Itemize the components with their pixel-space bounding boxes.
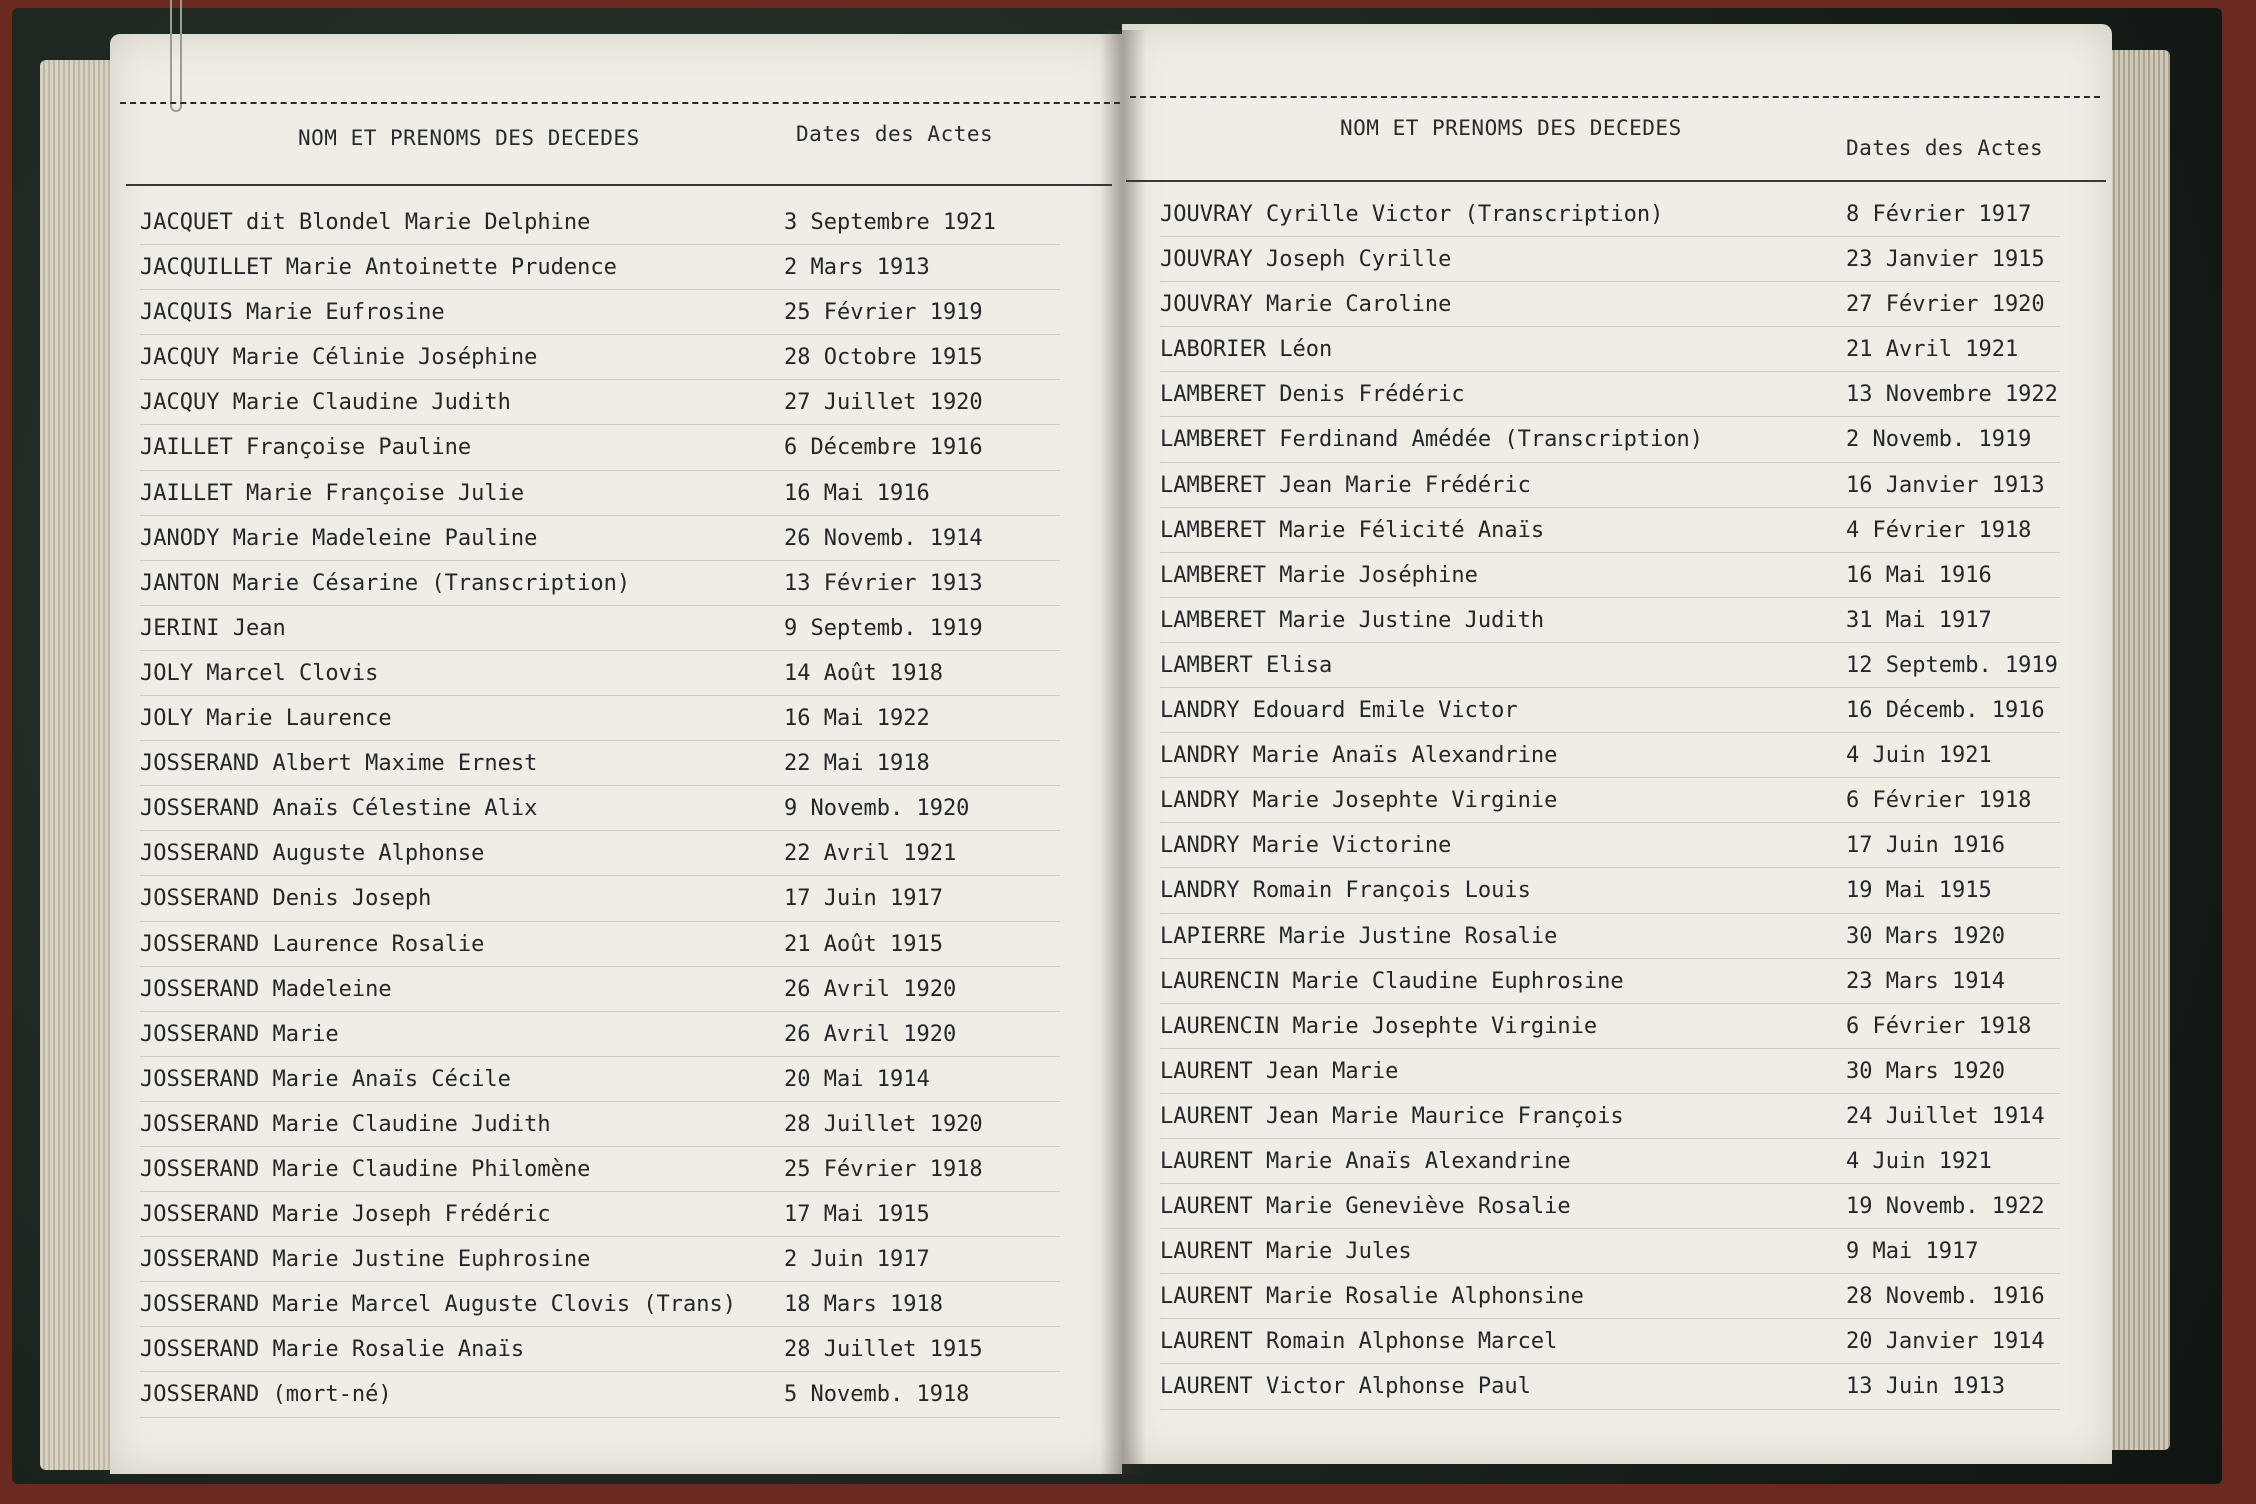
deceased-name: JOSSERAND Madeleine xyxy=(140,976,392,1002)
deceased-name: JANTON Marie Césarine (Transcription) xyxy=(140,570,631,596)
act-date: 27 Juillet 1920 xyxy=(784,390,983,416)
register-entry xyxy=(140,516,1060,561)
right-header-date: Dates des Actes xyxy=(1846,136,2044,160)
register-entry xyxy=(1160,192,2060,237)
act-date: 31 Mai 1917 xyxy=(1846,607,1992,633)
deceased-name: JOSSERAND Marie Marcel Auguste Clovis (Trans) xyxy=(140,1292,737,1318)
deceased-name: JACQUET dit Blondel Marie Delphine xyxy=(140,210,591,235)
act-date: 9 Mai 1917 xyxy=(1846,1239,1979,1265)
left-header-name: NOM ET PRENOMS DES DECEDES xyxy=(298,126,640,150)
act-date: 4 Juin 1921 xyxy=(1846,1148,1992,1174)
deceased-name: JACQUY Marie Célinie Joséphine xyxy=(140,345,538,371)
act-date: 16 Mai 1916 xyxy=(1846,562,1992,588)
act-date: 21 Avril 1921 xyxy=(1846,337,2019,363)
register-entry xyxy=(140,335,1060,380)
act-date: 16 Janvier 1913 xyxy=(1846,472,2045,498)
register-entry xyxy=(140,1102,1060,1147)
deceased-name: JOSSERAND (mort-né) xyxy=(140,1382,392,1408)
deceased-name: JAILLET Françoise Pauline xyxy=(140,435,472,461)
act-date: 16 Décemb. 1916 xyxy=(1846,698,2045,724)
right-entries-list xyxy=(1160,192,2060,1410)
act-date: 3 Septembre 1921 xyxy=(784,210,996,235)
act-date: 18 Mars 1918 xyxy=(784,1292,943,1318)
register-entry xyxy=(140,561,1060,606)
act-date: 6 Février 1918 xyxy=(1846,1013,2032,1039)
deceased-name: JOSSERAND Marie Joseph Frédéric xyxy=(140,1202,551,1228)
register-entry xyxy=(1160,327,2060,372)
act-date: 12 Septemb. 1919 xyxy=(1846,652,2058,678)
act-date: 25 Février 1918 xyxy=(784,1156,983,1182)
act-date: 19 Novemb. 1922 xyxy=(1846,1194,2045,1220)
act-date: 9 Novemb. 1920 xyxy=(784,796,970,822)
register-entry xyxy=(140,651,1060,696)
register-entry xyxy=(1160,1274,2060,1319)
register-entry xyxy=(140,831,1060,876)
act-date: 4 Février 1918 xyxy=(1846,517,2032,543)
deceased-name: LAMBERET Jean Marie Frédéric xyxy=(1160,472,1531,498)
deceased-name: JACQUILLET Marie Antoinette Prudence xyxy=(140,255,617,281)
act-date: 30 Mars 1920 xyxy=(1846,1058,2005,1084)
deceased-name: LAMBERET Denis Frédéric xyxy=(1160,382,1465,408)
deceased-name: LANDRY Marie Anaïs Alexandrine xyxy=(1160,743,1558,769)
deceased-name: JOSSERAND Auguste Alphonse xyxy=(140,841,485,867)
register-entry xyxy=(1160,1049,2060,1094)
act-date: 20 Mai 1914 xyxy=(784,1066,930,1092)
act-date: 24 Juillet 1914 xyxy=(1846,1103,2045,1129)
register-entry xyxy=(140,967,1060,1012)
register-entry xyxy=(140,606,1060,651)
register-entry xyxy=(1160,1364,2060,1409)
act-date: 28 Octobre 1915 xyxy=(784,345,983,371)
register-entry xyxy=(1160,508,2060,553)
deceased-name: JOSSERAND Marie Anaïs Cécile xyxy=(140,1066,511,1092)
act-date: 27 Février 1920 xyxy=(1846,292,2045,318)
act-date: 14 Août 1918 xyxy=(784,660,943,686)
register-entry xyxy=(1160,1004,2060,1049)
act-date: 16 Mai 1922 xyxy=(784,706,930,732)
deceased-name: LAURENT Jean Marie Maurice François xyxy=(1160,1103,1624,1129)
register-entry xyxy=(1160,823,2060,868)
act-date: 28 Juillet 1920 xyxy=(784,1111,983,1137)
register-entry xyxy=(140,922,1060,967)
deceased-name: JOLY Marcel Clovis xyxy=(140,660,379,686)
right-header-name: NOM ET PRENOMS DES DECEDES xyxy=(1340,116,1682,140)
act-date: 22 Mai 1918 xyxy=(784,751,930,777)
register-entry xyxy=(140,200,1060,245)
act-date: 17 Mai 1915 xyxy=(784,1202,930,1228)
paper-clip xyxy=(170,0,182,112)
register-entry xyxy=(140,1327,1060,1372)
deceased-name: LAURENT Marie Jules xyxy=(1160,1239,1412,1265)
register-entry xyxy=(1160,914,2060,959)
act-date: 5 Novemb. 1918 xyxy=(784,1382,970,1408)
register-entry xyxy=(1160,1319,2060,1364)
book-gutter xyxy=(1100,30,1146,1474)
register-entry xyxy=(1160,643,2060,688)
register-entry xyxy=(140,425,1060,470)
deceased-name: JOSSERAND Marie Claudine Philomène xyxy=(140,1156,591,1182)
register-entry xyxy=(140,290,1060,335)
deceased-name: LABORIER Léon xyxy=(1160,337,1333,363)
act-date: 23 Mars 1914 xyxy=(1846,968,2005,994)
deceased-name: JOUVRAY Cyrille Victor (Transcription) xyxy=(1160,202,1664,227)
act-date: 17 Juin 1917 xyxy=(784,886,943,912)
deceased-name: LAMBERET Marie Joséphine xyxy=(1160,562,1478,588)
register-entry xyxy=(140,1372,1060,1417)
act-date: 21 Août 1915 xyxy=(784,931,943,957)
register-entry xyxy=(140,876,1060,921)
deceased-name: LANDRY Marie Josephte Virginie xyxy=(1160,788,1558,814)
deceased-name: LANDRY Edouard Emile Victor xyxy=(1160,698,1518,724)
act-date: 23 Janvier 1915 xyxy=(1846,247,2045,273)
register-entry xyxy=(140,786,1060,831)
act-date: 6 Février 1918 xyxy=(1846,788,2032,814)
register-entry xyxy=(140,1147,1060,1192)
register-entry xyxy=(140,741,1060,786)
deceased-name: JOSSERAND Anaïs Célestine Alix xyxy=(140,796,538,822)
deceased-name: LAMBERT Elisa xyxy=(1160,652,1333,678)
register-entry xyxy=(1160,553,2060,598)
register-entry xyxy=(1160,463,2060,508)
deceased-name: JOUVRAY Joseph Cyrille xyxy=(1160,247,1452,273)
act-date: 26 Avril 1920 xyxy=(784,976,957,1002)
deceased-name: LAURENT Victor Alphonse Paul xyxy=(1160,1374,1531,1400)
deceased-name: LANDRY Marie Victorine xyxy=(1160,833,1452,859)
register-entry xyxy=(1160,282,2060,327)
deceased-name: LAURENT Jean Marie xyxy=(1160,1058,1399,1084)
act-date: 13 Février 1913 xyxy=(784,570,983,596)
act-date: 30 Mars 1920 xyxy=(1846,923,2005,949)
deceased-name: LAURENCIN Marie Josephte Virginie xyxy=(1160,1013,1598,1039)
deceased-name: LAURENCIN Marie Claudine Euphrosine xyxy=(1160,968,1624,994)
register-entry xyxy=(1160,417,2060,462)
register-entry xyxy=(1160,1139,2060,1184)
deceased-name: JOSSERAND Albert Maxime Ernest xyxy=(140,751,538,777)
act-date: 26 Novemb. 1914 xyxy=(784,525,983,551)
right-header-bottom-rule xyxy=(1126,180,2106,182)
deceased-name: JAILLET Marie Françoise Julie xyxy=(140,480,525,506)
act-date: 2 Novemb. 1919 xyxy=(1846,427,2032,453)
deceased-name: JOSSERAND Marie Justine Euphrosine xyxy=(140,1247,591,1273)
register-entry xyxy=(140,245,1060,290)
left-header-top-rule xyxy=(120,102,1120,104)
register-entry xyxy=(140,1237,1060,1282)
act-date: 19 Mai 1915 xyxy=(1846,878,1992,904)
register-entry xyxy=(1160,778,2060,823)
deceased-name: JOSSERAND Marie Claudine Judith xyxy=(140,1111,551,1137)
register-entry xyxy=(1160,598,2060,643)
deceased-name: JOSSERAND Marie xyxy=(140,1021,339,1047)
right-header-top-rule xyxy=(1130,96,2100,98)
deceased-name: JACQUY Marie Claudine Judith xyxy=(140,390,511,416)
deceased-name: LANDRY Romain François Louis xyxy=(1160,878,1531,904)
register-entry xyxy=(140,380,1060,425)
deceased-name: LAURENT Marie Rosalie Alphonsine xyxy=(1160,1284,1584,1310)
register-entry xyxy=(140,1057,1060,1102)
deceased-name: LAURENT Marie Anaïs Alexandrine xyxy=(1160,1148,1571,1174)
deceased-name: JACQUIS Marie Eufrosine xyxy=(140,300,445,326)
act-date: 16 Mai 1916 xyxy=(784,480,930,506)
act-date: 25 Février 1919 xyxy=(784,300,983,326)
deceased-name: JOSSERAND Marie Rosalie Anaïs xyxy=(140,1337,525,1363)
deceased-name: LAMBERET Ferdinand Amédée (Transcription) xyxy=(1160,427,1704,453)
deceased-name: LAURENT Romain Alphonse Marcel xyxy=(1160,1329,1558,1355)
left-header-bottom-rule xyxy=(126,184,1112,186)
register-entry xyxy=(1160,959,2060,1004)
deceased-name: JOSSERAND Denis Joseph xyxy=(140,886,432,912)
act-date: 9 Septemb. 1919 xyxy=(784,615,983,641)
deceased-name: LAMBERET Marie Félicité Anaïs xyxy=(1160,517,1545,543)
act-date: 4 Juin 1921 xyxy=(1846,743,1992,769)
act-date: 8 Février 1917 xyxy=(1846,202,2032,227)
register-entry xyxy=(1160,1184,2060,1229)
deceased-name: JOUVRAY Marie Caroline xyxy=(1160,292,1452,318)
act-date: 22 Avril 1921 xyxy=(784,841,957,867)
act-date: 26 Avril 1920 xyxy=(784,1021,957,1047)
register-entry xyxy=(140,1282,1060,1327)
deceased-name: LAPIERRE Marie Justine Rosalie xyxy=(1160,923,1558,949)
register-entry xyxy=(1160,1094,2060,1139)
register-entry xyxy=(140,1192,1060,1237)
deceased-name: JOLY Marie Laurence xyxy=(140,706,392,732)
deceased-name: LAMBERET Marie Justine Judith xyxy=(1160,607,1545,633)
register-entry xyxy=(1160,733,2060,778)
act-date: 17 Juin 1916 xyxy=(1846,833,2005,859)
act-date: 13 Juin 1913 xyxy=(1846,1374,2005,1400)
register-entry xyxy=(140,471,1060,516)
act-date: 2 Juin 1917 xyxy=(784,1247,930,1273)
left-header-date: Dates des Actes xyxy=(796,122,994,146)
deceased-name: JANODY Marie Madeleine Pauline xyxy=(140,525,538,551)
register-entry xyxy=(140,696,1060,741)
register-entry xyxy=(1160,688,2060,733)
act-date: 20 Janvier 1914 xyxy=(1846,1329,2045,1355)
act-date: 28 Novemb. 1916 xyxy=(1846,1284,2045,1310)
register-entry xyxy=(1160,1229,2060,1274)
left-entries-list xyxy=(140,200,1060,1418)
register-entry xyxy=(140,1012,1060,1057)
register-entry xyxy=(1160,372,2060,417)
act-date: 2 Mars 1913 xyxy=(784,255,930,281)
register-entry xyxy=(1160,868,2060,913)
register-entry xyxy=(1160,237,2060,282)
deceased-name: JOSSERAND Laurence Rosalie xyxy=(140,931,485,957)
act-date: 13 Novembre 1922 xyxy=(1846,382,2058,408)
deceased-name: JERINI Jean xyxy=(140,615,286,641)
act-date: 6 Décembre 1916 xyxy=(784,435,983,461)
act-date: 28 Juillet 1915 xyxy=(784,1337,983,1363)
deceased-name: LAURENT Marie Geneviève Rosalie xyxy=(1160,1194,1571,1220)
